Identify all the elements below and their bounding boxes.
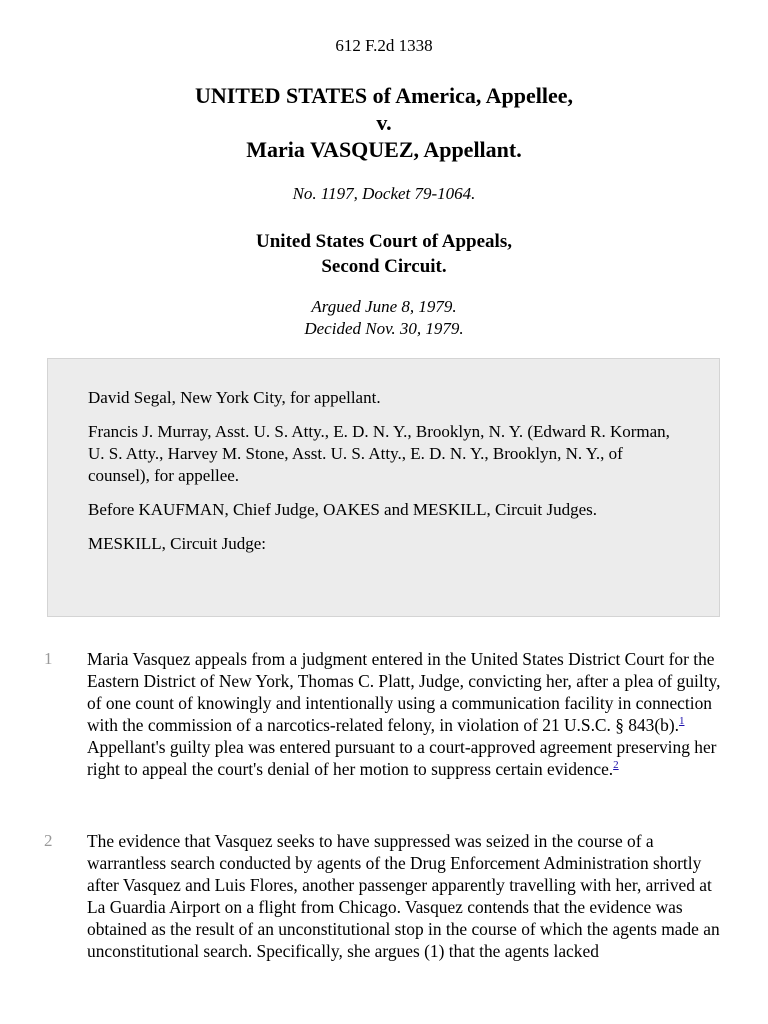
footnote-link-2[interactable]: 2 xyxy=(613,759,619,772)
paragraph-number: 2 xyxy=(44,831,53,850)
counsel-appellee: Francis J. Murray, Asst. U. S. Atty., E. D. N. Y., Brooklyn, N. Y. (Edward R. Korman, U. S. Atty., Harvey M. Stone, Asst. U. S. Atty., E. D. N. Y., Brooklyn, N. Y., of counsel), for appellee. xyxy=(88,422,670,485)
case-title-appellant: Maria VASQUEZ, Appellant. xyxy=(246,137,522,162)
court-name-line2: Second Circuit. xyxy=(321,256,447,277)
opinion-author: MESKILL, Circuit Judge: xyxy=(88,534,267,553)
counsel-panel xyxy=(47,358,720,617)
case-dates xyxy=(0,296,768,340)
court-name-line1: United States Court of Appeals, xyxy=(256,231,512,252)
decided-date: Decided Nov. 30, 1979. xyxy=(304,319,464,338)
case-title-versus: v. xyxy=(376,110,392,135)
paragraph-text-part: Maria Vasquez appeals from a judgment entered in the United States District Court for the Eastern District of New York, Thomas C. Platt, Judge, convicting her, after a plea of guilty, of one count of knowingly and intentionally using a communication facility in connection with the commission of a narcotics-related felony, in violation of 21 U.S.C. § 843(b). xyxy=(87,649,721,735)
paragraph-text-part: Appellant's guilty plea was entered pursuant to a court-approved agreement preserving her right to appeal the court's denial of her motion to suppress certain evidence. xyxy=(87,737,717,779)
court-name xyxy=(0,229,768,279)
docket-number: No. 1197, Docket 79-1064. xyxy=(292,184,476,203)
counsel-appellant: David Segal, New York City, for appellant. xyxy=(88,388,381,407)
paragraph-text: The evidence that Vasquez seeks to have suppressed was seized in the course of a warrantless search conducted by agents of the Drug Enforcement Administration shortly after Vasquez and Luis Flores, another passenger apparently travelling with her, arrived at La Guardia Airport on a flight from Chicago. Vasquez contends that the evidence was obtained as the result of an unconstitutional stop in the course of which the agents made an unconstitutional search. Specifically, she argues (1) that the agents lacked xyxy=(87,831,720,961)
paragraph-number: 1 xyxy=(44,649,53,668)
case-citation: 612 F.2d 1338 xyxy=(335,36,433,55)
judges-panel: Before KAUFMAN, Chief Judge, OAKES and MESKILL, Circuit Judges. xyxy=(88,500,598,519)
paragraph-text xyxy=(87,648,727,780)
case-title xyxy=(0,82,768,163)
footnote-link-1[interactable]: 1 xyxy=(678,715,685,728)
argued-date: Argued June 8, 1979. xyxy=(311,297,457,316)
case-title-appellee: UNITED STATES of America, Appellee, xyxy=(194,83,574,108)
